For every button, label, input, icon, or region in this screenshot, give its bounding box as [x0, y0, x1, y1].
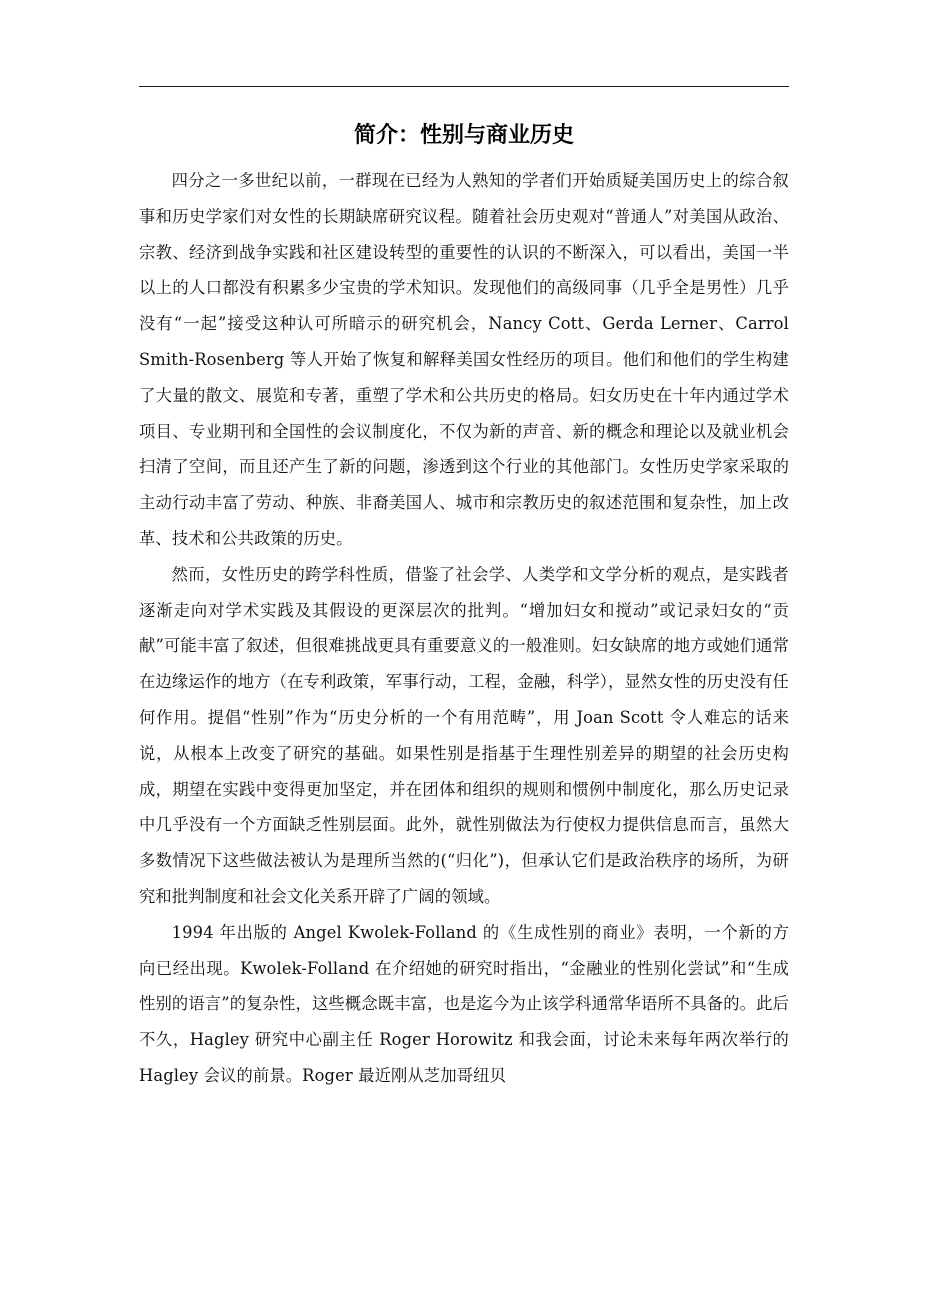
paragraph-2: 然而，女性历史的跨学科性质，借鉴了社会学、人类学和文学分析的观点，是实践者逐渐走向对学术实践及其假设的更深层次的批判。“增加妇女和搅动”或记录妇女的“贡献”可能丰富了叙述，但很难挑战更具有重要意义的一般准则。妇女缺席的地方或她们通常在边缘运作的地方（在专利政策，军事行动，工程，金融，科学），显然女性的历史没有任何作用。提倡“性别”作为“历史分析的一个有用范畴”，用 Joan Scott 令人难忘的话来说，从根本上改变了研究的基础。如果性别是指基于生理性别差异的期望的社会历史构成，期望在实践中变得更加坚定，并在团体和组织的规则和惯例中制度化，那么历史记录中几乎没有一个方面缺乏性别层面。此外，就性别做法为行使权力提供信息而言，虽然大多数情况下这些做法被认为是理所当然的(“归化”)，但承认它们是政治秩序的场所，为研究和批判制度和社会文化关系开辟了广阔的领域。 [139, 564, 789, 906]
header-rule [139, 86, 789, 87]
paragraph-3: 1994 年出版的 Angel Kwolek-Folland 的《生成性别的商业》表明，一个新的方向已经出现。Kwolek-Folland 在介绍她的研究时指出，“金融业的性别化尝试”和“生成性别的语言”的复杂性，这些概念既丰富，也是迄今为止该学科通常华语所不具备的。此后不久，Hagley 研究中心副主任 Roger Horowitz 和我会面，讨论未来每年两次举行的 Hagley 会议的前景。Roger 最近刚从芝加哥纽贝 [139, 922, 789, 1085]
page-title: 简介：性别与商业历史 [353, 123, 574, 148]
article-body [139, 163, 789, 1094]
paragraph-1: 四分之一多世纪以前，一群现在已经为人熟知的学者们开始质疑美国历史上的综合叙事和历史学家们对女性的长期缺席研究议程。随着社会历史观对“普通人”对美国从政治、宗教、经济到战争实践和社区建设转型的重要性的认识的不断深入，可以看出，美国一半以上的人口都没有积累多少宝贵的学术知识。发现他们的高级同事（几乎全是男性）几乎没有“一起”接受这种认可所暗示的研究机会，Nancy Cott、Gerda Lerner、Carrol Smith-Rosenberg 等人开始了恢复和解释美国女性经历的项目。他们和他们的学生构建了大量的散文、展览和专著，重塑了学术和公共历史的格局。妇女历史在十年内通过学术项目、专业期刊和全国性的会议制度化，不仅为新的声音、新的概念和理论以及就业机会扫清了空间，而且还产生了新的问题，渗透到这个行业的其他部门。女性历史学家采取的主动行动丰富了劳动、种族、非裔美国人、城市和宗教历史的叙述范围和复杂性，加上改革、技术和公共政策的历史。 [139, 171, 789, 548]
